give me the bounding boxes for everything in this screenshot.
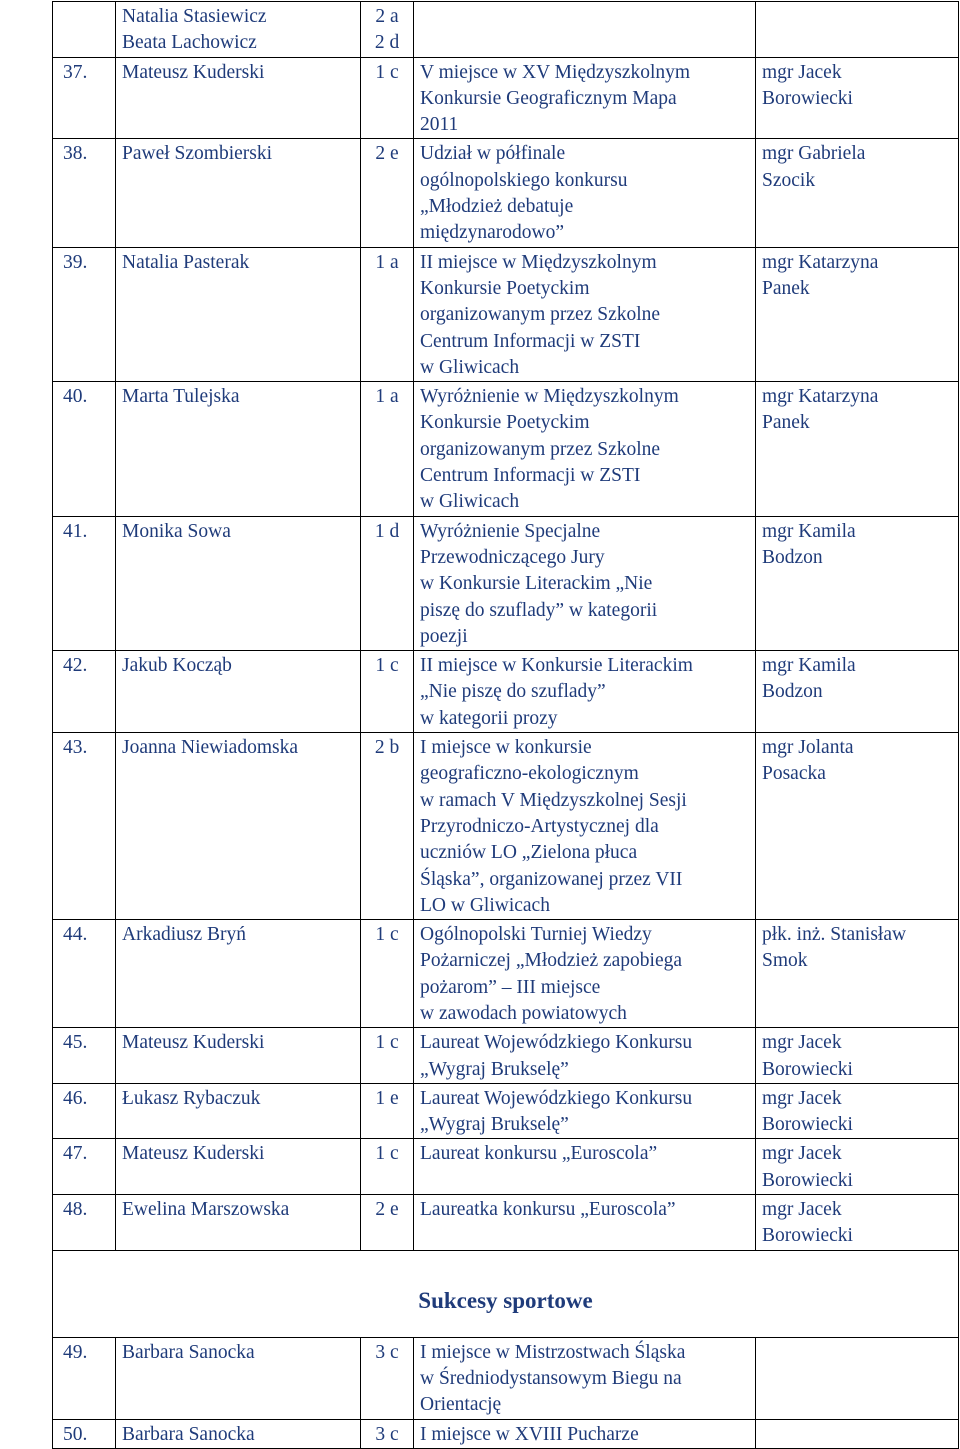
student-name-cell [116, 382, 361, 516]
teacher-name-cell [756, 651, 959, 733]
table-row [53, 1419, 959, 1448]
achievement-description-cell [414, 1195, 756, 1251]
achievement-description: ogólnopolskiego konkursu [420, 169, 628, 191]
teacher-name: Bodzon [762, 546, 823, 568]
row-number-cell [53, 733, 116, 920]
teacher-name: Borowiecki [762, 87, 853, 109]
achievement-description-cell [414, 57, 756, 139]
teacher-name-cell [756, 1419, 959, 1448]
row-number: 50. [63, 1423, 88, 1445]
student-name-cell [116, 1195, 361, 1251]
teacher-name: Szocik [762, 169, 816, 191]
row-number-cell [53, 1419, 116, 1448]
teacher-name-cell [756, 1195, 959, 1251]
teacher-name: mgr Jacek [762, 1087, 842, 1109]
achievement-description: Konkursie Poetyckim [420, 277, 590, 299]
achievement-description-cell [414, 1337, 756, 1419]
achievement-description: Centrum Informacji w ZSTI [420, 330, 641, 352]
section-header-row [53, 1250, 959, 1337]
achievement-description: I miejsce w konkursie [420, 737, 592, 759]
class-label: 3 c [375, 1423, 399, 1445]
table-row [53, 1083, 959, 1139]
row-number-cell [53, 1028, 116, 1084]
class-label-cell [361, 651, 414, 733]
table-row [53, 2, 959, 58]
achievement-description: I miejsce w XVIII Pucharze [420, 1423, 639, 1445]
achievement-description: Ogólnopolski Turniej Wiedzy [420, 924, 652, 946]
teacher-name-cell [756, 1028, 959, 1084]
class-label-cell [361, 1419, 414, 1448]
achievement-description: „Młodzież debatuje [420, 196, 574, 218]
table-row [53, 920, 959, 1028]
teacher-name: Posacka [762, 763, 826, 785]
achievement-description: „Nie piszę do szuflady” [420, 681, 606, 703]
achievement-description-cell [414, 382, 756, 516]
class-label: 1 d [374, 520, 400, 542]
row-number: 49. [63, 1341, 88, 1363]
teacher-name: płk. inż. Stanisław [762, 924, 907, 946]
teacher-name-cell [756, 733, 959, 920]
achievement-description: „Wygraj Brukselę” [420, 1058, 569, 1080]
class-label: 1 c [375, 655, 399, 677]
achievement-description: w Średniodystansowym Biegu na [420, 1367, 682, 1389]
achievement-description: Wyróżnienie Specjalne [420, 520, 601, 542]
achievement-description: w Konkursie Literackim „Nie [420, 573, 653, 595]
achievement-description: Laureat Wojewódzkiego Konkursu [420, 1087, 693, 1109]
teacher-name: mgr Katarzyna [762, 386, 879, 408]
student-name: Arkadiusz Bryń [122, 924, 247, 946]
achievement-description-cell [414, 1139, 756, 1195]
row-number: 46. [63, 1087, 88, 1109]
table-row [53, 57, 959, 139]
achievement-description: w Gliwicach [420, 356, 520, 378]
class-label: 1 c [375, 924, 399, 946]
class-label: 2 b [374, 737, 400, 759]
student-name: Mateusz Kuderski [122, 1143, 265, 1165]
teacher-name: mgr Jacek [762, 1143, 842, 1165]
student-name-cell [116, 1139, 361, 1195]
achievement-description: Pożarniczej „Młodzież zapobiega [420, 950, 683, 972]
achievement-description: w Gliwicach [420, 491, 520, 513]
achievement-description-cell [414, 920, 756, 1028]
achievement-description: w kategorii prozy [420, 707, 558, 729]
student-name: Jakub Kocząb [122, 655, 232, 677]
student-name: Barbara Sanocka [122, 1423, 255, 1445]
class-label-cell [361, 2, 414, 58]
student-name: Beata Lachowicz [122, 32, 257, 54]
student-name-cell [116, 920, 361, 1028]
teacher-name: mgr Jacek [762, 61, 842, 83]
student-name-cell [116, 247, 361, 381]
row-number-cell [53, 1139, 116, 1195]
achievement-description: I miejsce w Mistrzostwach Śląska [420, 1341, 686, 1363]
achievement-description-cell [414, 516, 756, 650]
achievement-description: piszę do szuflady” w kategorii [420, 599, 658, 621]
table-row [53, 516, 959, 650]
class-label-cell [361, 1139, 414, 1195]
teacher-name-cell [756, 1337, 959, 1419]
class-label: 2 d [374, 32, 400, 54]
teacher-name-cell [756, 57, 959, 139]
awards-table [52, 1, 959, 1449]
student-name-cell [116, 1337, 361, 1419]
teacher-name-cell [756, 139, 959, 247]
teacher-name: Bodzon [762, 681, 823, 703]
class-label-cell [361, 516, 414, 650]
teacher-name: mgr Kamila [762, 655, 856, 677]
row-number: 48. [63, 1199, 88, 1221]
class-label-cell [361, 733, 414, 920]
achievement-description: Śląska”, organizowanej przez VII [420, 868, 683, 890]
sports-rows [53, 1337, 959, 1448]
achievement-description: Udział w półfinale [420, 143, 566, 165]
student-name: Barbara Sanocka [122, 1341, 255, 1363]
teacher-name: mgr Katarzyna [762, 251, 879, 273]
class-label-cell [361, 920, 414, 1028]
achievement-description: „Wygraj Brukselę” [420, 1114, 569, 1136]
class-label-cell [361, 139, 414, 247]
student-name: Natalia Stasiewicz [122, 6, 267, 27]
row-number: 42. [63, 655, 88, 677]
teacher-name: Borowiecki [762, 1114, 853, 1136]
class-label: 1 c [375, 1032, 399, 1054]
row-number: 45. [63, 1032, 88, 1054]
teacher-name: Borowiecki [762, 1225, 853, 1247]
student-name: Mateusz Kuderski [122, 1032, 265, 1054]
teacher-name: mgr Jacek [762, 1032, 842, 1054]
table-row [53, 139, 959, 247]
class-label: 1 c [375, 61, 399, 83]
class-label: 2 e [375, 143, 399, 165]
row-number: 41. [63, 520, 88, 542]
achievement-description: międzynarodowo” [420, 222, 565, 244]
achievement-description: Centrum Informacji w ZSTI [420, 465, 641, 487]
class-label-cell [361, 57, 414, 139]
teacher-name-cell [756, 920, 959, 1028]
achievement-description: poezji [420, 625, 468, 647]
teacher-name-cell [756, 1139, 959, 1195]
row-number-cell [53, 920, 116, 1028]
row-number-cell [53, 247, 116, 381]
teacher-name: mgr Gabriela [762, 143, 866, 165]
student-name-cell [116, 2, 361, 58]
teacher-name-cell [756, 516, 959, 650]
teacher-name-cell [756, 247, 959, 381]
achievement-description: Przyrodniczo-Artystycznej dla [420, 815, 659, 837]
achievement-description: Wyróżnienie w Międzyszkolnym [420, 386, 679, 408]
achievement-description: w zawodach powiatowych [420, 1002, 627, 1024]
teacher-name: Panek [762, 412, 810, 434]
student-name-cell [116, 57, 361, 139]
class-label-cell [361, 1083, 414, 1139]
teacher-name: mgr Jacek [762, 1199, 842, 1221]
class-label: 1 a [375, 386, 399, 408]
achievement-description-cell [414, 139, 756, 247]
row-number: 43. [63, 737, 88, 759]
achievement-description-cell [414, 2, 756, 58]
achievement-description: 2011 [420, 114, 459, 136]
student-name: Ewelina Marszowska [122, 1199, 290, 1221]
row-number: 37. [63, 61, 88, 83]
achievement-description: pożarom” – III miejsce [420, 976, 601, 998]
student-name: Monika Sowa [122, 520, 231, 542]
teacher-name: mgr Kamila [762, 520, 856, 542]
achievement-description: II miejsce w Międzyszkolnym [420, 251, 657, 273]
row-number: 39. [63, 251, 88, 273]
row-number: 44. [63, 924, 88, 946]
student-name-cell [116, 1028, 361, 1084]
student-name: Mateusz Kuderski [122, 61, 265, 83]
achievement-description: uczniów LO „Zielona płuca [420, 842, 638, 864]
teacher-name: Borowiecki [762, 1058, 853, 1080]
table-row [53, 651, 959, 733]
achievement-description: Konkursie Poetyckim [420, 412, 590, 434]
table-row [53, 247, 959, 381]
achievement-description: Orientację [420, 1394, 502, 1416]
row-number-cell [53, 2, 116, 58]
achievement-description: LO w Gliwicach [420, 894, 550, 916]
class-label-cell [361, 1028, 414, 1084]
achievement-description: II miejsce w Konkursie Literackim [420, 655, 693, 677]
achievement-description: Laureat Wojewódzkiego Konkursu [420, 1032, 693, 1054]
table-row [53, 1337, 959, 1419]
section-header-group [53, 1250, 959, 1337]
teacher-name-cell [756, 2, 959, 58]
student-name-cell [116, 733, 361, 920]
row-number: 40. [63, 386, 88, 408]
row-number: 38. [63, 143, 88, 165]
class-label-cell [361, 247, 414, 381]
row-number: 47. [63, 1143, 88, 1165]
achievement-description-cell [414, 1083, 756, 1139]
row-number-cell [53, 516, 116, 650]
achievement-description: V miejsce w XV Międzyszkolnym [420, 61, 691, 83]
student-name: Łukasz Rybaczuk [122, 1087, 261, 1109]
student-name-cell [116, 1419, 361, 1448]
table-row [53, 1028, 959, 1084]
achievement-description: organizowanym przez Szkolne [420, 304, 661, 326]
achievement-description: geograficzno-ekologicznym [420, 763, 639, 785]
class-label: 2 e [375, 1199, 399, 1221]
row-number-cell [53, 382, 116, 516]
row-number-cell [53, 139, 116, 247]
teacher-name: mgr Jolanta [762, 737, 854, 759]
student-name-cell [116, 1083, 361, 1139]
achievement-description: w ramach V Międzyszkolnej Sesji [420, 789, 687, 811]
student-name: Natalia Pasterak [122, 251, 250, 273]
achievement-description: Laureatka konkursu „Euroscola” [420, 1199, 676, 1221]
student-name: Paweł Szombierski [122, 143, 273, 165]
section-header-cell [53, 1250, 959, 1337]
achievement-description-cell [414, 733, 756, 920]
achievement-description: Przewodniczącego Jury [420, 546, 605, 568]
class-label: 1 a [375, 251, 399, 273]
student-name: Marta Tulejska [122, 386, 240, 408]
achievement-description-cell [414, 651, 756, 733]
student-name-cell [116, 139, 361, 247]
achievement-description: Laureat konkursu „Euroscola” [420, 1143, 658, 1165]
row-number-cell [53, 57, 116, 139]
achievement-description-cell [414, 1028, 756, 1084]
achievement-description: organizowanym przez Szkolne [420, 438, 661, 460]
teacher-name: Smok [762, 950, 808, 972]
row-number-cell [53, 651, 116, 733]
section-title: Sukcesy sportowe [418, 1287, 593, 1313]
class-label: 1 e [375, 1087, 399, 1109]
achievement-description: Konkursie Geograficznym Mapa [420, 87, 677, 109]
table-row [53, 1195, 959, 1251]
row-number-cell [53, 1195, 116, 1251]
achievements-rows [53, 2, 959, 1251]
class-label-cell [361, 1337, 414, 1419]
teacher-name-cell [756, 1083, 959, 1139]
class-label: 2 a [375, 6, 399, 27]
table-row [53, 1139, 959, 1195]
table-row [53, 733, 959, 920]
student-name-cell [116, 516, 361, 650]
student-name: Joanna Niewiadomska [122, 737, 298, 759]
class-label-cell [361, 382, 414, 516]
teacher-name: Borowiecki [762, 1169, 853, 1191]
row-number-cell [53, 1337, 116, 1419]
class-label: 1 c [375, 1143, 399, 1165]
student-name-cell [116, 651, 361, 733]
class-label: 3 c [375, 1341, 399, 1363]
teacher-name: Panek [762, 277, 810, 299]
class-label-cell [361, 1195, 414, 1251]
row-number-cell [53, 1083, 116, 1139]
achievement-description-cell [414, 1419, 756, 1448]
table-row [53, 382, 959, 516]
achievement-description-cell [414, 247, 756, 381]
teacher-name-cell [756, 382, 959, 516]
